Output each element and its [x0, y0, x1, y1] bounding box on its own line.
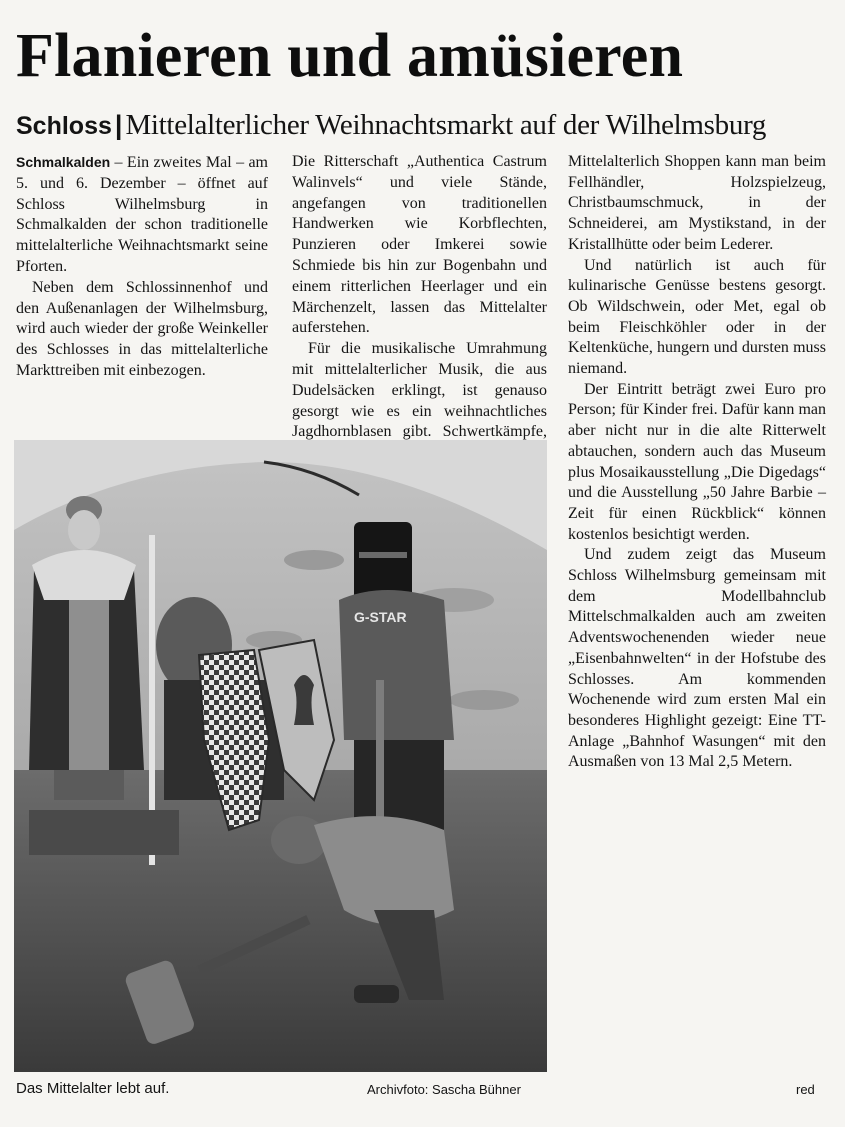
shirt-print: G-STAR	[354, 609, 407, 625]
paragraph-2: Neben dem Schlossinnenhof und den Außenanlagen der Wilhelmsburg, wird auch wieder der große Weinkeller des Schlosses in das mittelalterliche Markttreiben mit einbezogen.	[16, 278, 268, 379]
photo-illustration	[14, 440, 547, 1072]
subhead-title: Mittelalterlicher Weihnachtsmarkt auf der Wilhelmsburg	[125, 109, 767, 141]
paragraph-5: Mittelalterlich Shoppen kann man beim Fellhändler, Holzspielzeug, Christbaumschmuck, in der Schneiderei, am Mystikstand, in der Kristallhütte oder beim Lederer.	[568, 153, 826, 253]
subhead-separator: |	[114, 110, 123, 140]
subhead-kicker: Schloss	[16, 112, 112, 140]
article-column-1	[16, 152, 268, 382]
lead-paragraph	[16, 152, 268, 278]
subhead	[16, 106, 766, 145]
paragraph-4: Für die musikalische Umrahmung mit mittelalterlicher Musik, die aus Dudelsäcken erklingt, ist genauso gesorgt wie es ein weihnachtliches Jagdhornblasen gibt. Schwertkämpfe,	[292, 340, 547, 441]
article-photo	[14, 440, 547, 1072]
photo-credit: Archivfoto: Sascha Bühner	[367, 1082, 521, 1097]
paragraph-8: Und zudem zeigt das Museum Schloss Wilhelmsburg gemeinsam mit dem Modellbahnclub Mittelschmalkalden auch am zweiten Adventswochenenden wieder neue „Eisenbahnwelten“ in der Hofstube des Schlosses. Am kommenden Wochenende wird zum ersten Mal ein besonderes Highlight gezeigt: Eine TT-Anlage „Bahnhof Wasungen“ mit den Ausmaßen von 13 Mal 2,5 Metern.	[568, 546, 826, 771]
paragraph-7: Der Eintritt beträgt zwei Euro pro Person; für Kinder frei. Dafür kann man aber nicht nur in die alte Ritterwelt abtauchen, sondern auch das Museum plus Mosaikausstellung „Die Digedags“ und die Ausstellung „50 Jahre Barbie – Zeit für einen Rückblick“ können kostenlos besichtigt werden.	[568, 380, 826, 543]
article-column-3	[568, 152, 826, 773]
paragraph-6: Und natürlich ist auch für kulinarische Genüsse bestens gesorgt. Ob Wildschwein, oder Met, egal ob beim Fleischköhler oder in der Keltenküche, hungern und dursten muss niemand.	[568, 256, 826, 378]
photo-caption: Das Mittelalter lebt auf.	[16, 1080, 170, 1097]
wooden-platform	[29, 810, 179, 855]
lead-text: – Ein zweites Mal – am 5. und 6. Dezember – öffnet auf Schloss Wilhelmsburg in Schmalkalden der schon traditionelle mittelalterliche Weihnachtsmarkt seine Pforten.	[16, 154, 268, 275]
paragraph-3: Die Ritterschaft „Authentica Castrum Walinvels“ und viele Stände, angefangen von traditionellen Handwerken wie Korbflechten, Punzieren oder Imkerei sowie Schmiede bis hin zur Bogenbahn und einem ritterlichen Heerlager und ein Märchenzelt, lassen das Mittelalter auferstehen.	[292, 153, 547, 337]
dateline: Schmalkalden	[16, 154, 111, 170]
headline: Flanieren und amüsieren	[16, 22, 684, 90]
author-tag: red	[796, 1082, 815, 1097]
